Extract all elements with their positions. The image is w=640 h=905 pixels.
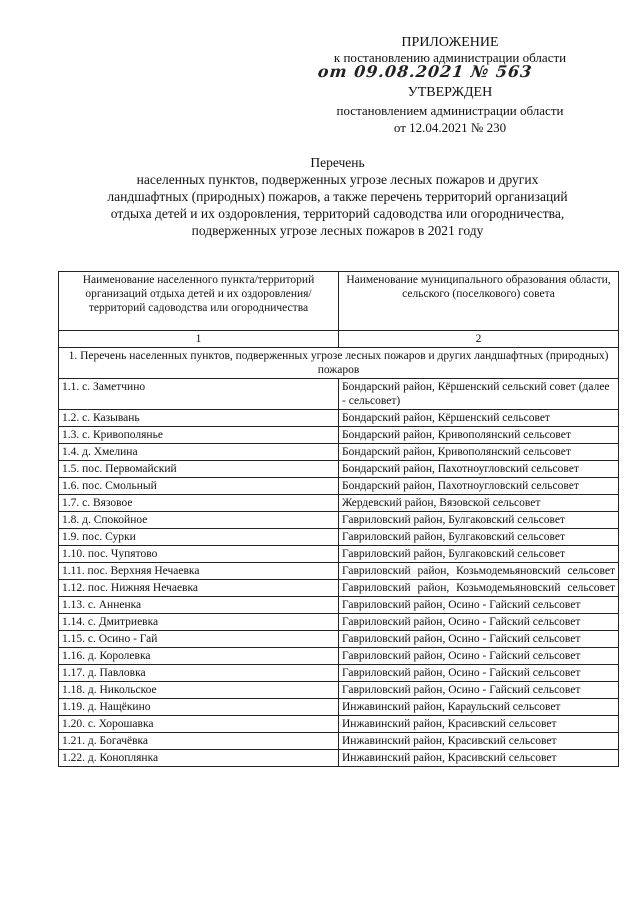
table-row (59, 563, 619, 580)
municipality-name: Бондарский район, Кёршенский сельский совет (далее - сельсовет) (339, 379, 619, 410)
table-row (59, 495, 619, 512)
municipality-name: Бондарский район, Пахотноугловский сельсовет (339, 478, 619, 495)
municipality-name: Гавриловский район, Булгаковский сельсовет (339, 529, 619, 546)
column-number-1: 1 (59, 331, 339, 348)
settlement-name: 1.12. пос. Нижняя Нечаевка (59, 580, 339, 597)
section-title: 1. Перечень населенных пунктов, подверженных угрозе лесных пожаров и других ландшафтных (природных) пожаров (59, 348, 619, 379)
table-row (59, 461, 619, 478)
column-header-settlement: Наименование населенного пункта/территорий организаций отдыха детей и их оздоровления/территорий садоводства или огородничества (59, 272, 339, 331)
municipality-name: Гавриловский район, Булгаковский сельсовет (339, 546, 619, 563)
table-row (59, 648, 619, 665)
table-row (59, 631, 619, 648)
municipality-name: Гавриловский район, Осино - Гайский сельсовет (339, 631, 619, 648)
settlement-name: 1.21. д. Богачёвка (59, 733, 339, 750)
settlement-name: 1.9. пос. Сурки (59, 529, 339, 546)
municipality-name: Инжавинский район, Караульский сельсовет (339, 699, 619, 716)
table-row (59, 750, 619, 767)
settlement-name: 1.6. пос. Смольный (59, 478, 339, 495)
title-line-1: Перечень (310, 155, 365, 170)
table-row (59, 379, 619, 410)
settlements-table (58, 271, 619, 767)
table-row (59, 410, 619, 427)
table-row (59, 733, 619, 750)
title-line-3: ландшафтных (природных) пожаров, а также перечень территорий организаций (107, 189, 568, 204)
settlement-name: 1.13. с. Анненка (59, 597, 339, 614)
municipality-name: Гавриловский район, Осино - Гайский сельсовет (339, 648, 619, 665)
to-resolution-text: к постановлению администрации области (333, 50, 567, 65)
municipality-name: Бондарский район, Кривополянский сельсовет (339, 444, 619, 461)
municipality-name: Гавриловский район, Булгаковский сельсовет (339, 512, 619, 529)
municipality-name: Бондарский район, Кёршенский сельсовет (339, 410, 619, 427)
table-row (59, 546, 619, 563)
column-number-2: 2 (339, 331, 619, 348)
settlement-name: 1.17. д. Павловка (59, 665, 339, 682)
settlement-name: 1.2. с. Казывань (59, 410, 339, 427)
municipality-name: Гавриловский район, Осино - Гайский сельсовет (339, 614, 619, 631)
title-line-5: подверженных угрозе лесных пожаров в 2021 году (191, 223, 484, 238)
table-row (59, 699, 619, 716)
column-header-municipality: Наименование муниципального образования области, сельского (поселкового) совета (339, 272, 619, 331)
municipality-name: Бондарский район, Пахотноугловский сельсовет (339, 461, 619, 478)
table-row (59, 478, 619, 495)
municipality-name: Гавриловский район, Осино - Гайский сельсовет (339, 665, 619, 682)
table-row (59, 665, 619, 682)
table-row (59, 580, 619, 597)
settlement-name: 1.18. д. Никольское (59, 682, 339, 699)
settlement-name: 1.22. д. Коноплянка (59, 750, 339, 767)
settlement-name: 1.4. д. Хмелина (59, 444, 339, 461)
municipality-name: Инжавинский район, Красивский сельсовет (339, 733, 619, 750)
settlement-name: 1.1. с. Заметчино (59, 379, 339, 410)
approved-date-text: от 12.04.2021 № 230 (393, 120, 507, 135)
municipality-name: Гавриловский район, Козьмодемьяновский сельсовет (339, 580, 619, 597)
settlement-name: 1.7. с. Вязовое (59, 495, 339, 512)
municipality-name: Жердевский район, Вязовской сельсовет (339, 495, 619, 512)
municipality-name: Гавриловский район, Осино - Гайский сельсовет (339, 682, 619, 699)
settlement-name: 1.10. пос. Чупятово (59, 546, 339, 563)
settlement-name: 1.20. с. Хорошавка (59, 716, 339, 733)
municipality-name: Инжавинский район, Красивский сельсовет (339, 750, 619, 767)
table-row (59, 597, 619, 614)
table-row (59, 444, 619, 461)
municipality-name: Гавриловский район, Осино - Гайский сельсовет (339, 597, 619, 614)
settlement-name: 1.11. пос. Верхняя Нечаевка (59, 563, 339, 580)
table-row (59, 512, 619, 529)
municipality-name: Бондарский район, Кривополянский сельсовет (339, 427, 619, 444)
title-line-2: населенных пунктов, подверженных угрозе лесных пожаров и других (136, 172, 539, 187)
table-row (59, 682, 619, 699)
settlement-name: 1.14. с. Дмитриевка (59, 614, 339, 631)
settlement-name: 1.5. пос. Первомайский (59, 461, 339, 478)
municipality-name: Гавриловский район, Козьмодемьяновский сельсовет (339, 563, 619, 580)
approved-by-text: постановлением администрации области (336, 103, 564, 118)
settlement-name: 1.3. с. Кривополянье (59, 427, 339, 444)
settlement-name: 1.16. д. Королевка (59, 648, 339, 665)
settlement-name: 1.15. с. Осино - Гай (59, 631, 339, 648)
title-line-4: отдыха детей и их оздоровления, территорий садоводства или огородничества, (110, 206, 565, 221)
table-row (59, 716, 619, 733)
appendix-label: ПРИЛОЖЕНИЕ (401, 35, 499, 50)
settlement-name: 1.8. д. Спокойное (59, 512, 339, 529)
table-row (59, 427, 619, 444)
settlement-name: 1.19. д. Нащёкино (59, 699, 339, 716)
approved-label: УТВЕРЖДЕН (407, 85, 493, 100)
table-row (59, 614, 619, 631)
table-row (59, 529, 619, 546)
document-title (60, 154, 615, 239)
municipality-name: Инжавинский район, Красивский сельсовет (339, 716, 619, 733)
handwritten-date-number: от 09.08.2021 № 563 (317, 62, 534, 81)
